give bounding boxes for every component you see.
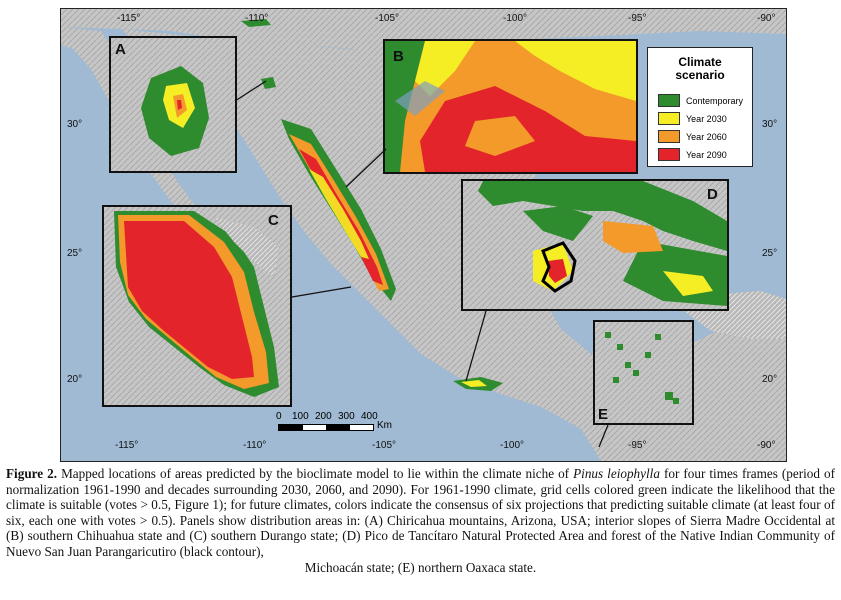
inset-a [109,36,237,173]
lon-tick-top: -110° [245,13,269,24]
legend-item-2030 [658,112,727,125]
scale-tick-label: 400 [361,411,378,422]
inset-d-label: D [707,186,718,203]
scale-tick-label: 100 [292,411,309,422]
lon-tick-bottom: -110° [243,440,267,451]
legend-swatch [658,130,680,143]
legend-swatch [658,112,680,125]
inset-c-label: C [268,212,279,229]
lat-tick-right: 25° [762,248,778,259]
legend-label: Contemporary [686,95,744,106]
figure-label: Figure 2. [6,466,58,481]
legend-title [648,56,752,82]
lon-tick-bottom: -95° [628,440,647,451]
legend-item-2060 [658,130,727,143]
scale-bar [275,411,395,435]
caption-text: Mapped locations of areas predicted by the bioclimate model to lie within the climate niche of [57,466,574,481]
lat-tick-right: 20° [762,374,778,385]
inset-b [383,39,638,174]
caption-last-line: Michoacán state; (E) northern Oaxaca state. [304,559,537,575]
scale-tick-label: 300 [338,411,355,422]
lon-tick-top: -115° [117,13,141,24]
legend-item-contemporary [658,94,743,107]
legend-label: Year 2030 [686,113,727,124]
legend-swatch [658,94,680,107]
legend-item-2090 [658,148,727,161]
species-name: Pinus leiophylla [573,466,660,481]
lat-tick-right: 30° [762,119,778,130]
legend [647,47,753,167]
inset-b-map [385,41,636,172]
inset-a-map [111,38,235,171]
caption-text: for four times frames (period of normalization 1961-1990 and decades surrounding 2030, 2060, and 2090). For 1961-1990 climate, grid cells colored green indicate the likelihood that the climate is suitable (votes > 0.5, Figure 1); for future climates, colors indicate the consensus of six projections that predicting suitable climate (at least four of six, each one with votes > 0.5). Panels show distribution areas in: (A) Chiricahua mountains, Arizona, USA; interior slopes of Sierra Madre Occidental at (B) southern Chihuahua state and (C) southern Durango state; (D) Pico de Tancítaro Natural Protected Area and forest of the Native Indian Community of Nuevo San Juan Parangaricutiro (black contour), [6,466,835,559]
lon-tick-bottom: -100° [500,440,525,451]
legend-swatch [658,148,680,161]
lon-tick-top: -100° [503,13,528,24]
scale-bar-segments [278,424,374,431]
scale-tick-label: 0 [276,411,282,422]
scale-tick-label: 200 [315,411,332,422]
inset-c [102,205,292,407]
lon-tick-bottom: -115° [115,440,139,451]
lon-tick-top: -95° [628,13,647,24]
inset-e-label: E [598,406,609,423]
lon-tick-top: -105° [375,13,400,24]
lat-tick-left: 20° [67,374,83,385]
inset-d [461,179,729,311]
legend-title-line2: scenario [675,68,725,82]
inset-e-map [595,322,692,423]
inset-d-map [463,181,727,309]
lon-tick-bottom: -105° [372,440,397,451]
scale-unit: Km [377,420,392,431]
lat-tick-left: 25° [67,248,83,259]
lon-tick-top: -90° [757,13,776,24]
inset-c-map [104,207,290,405]
inset-a-label: A [115,41,126,58]
lat-tick-left: 30° [67,119,83,130]
legend-title-line1: Climate [678,55,722,69]
inset-e [593,320,694,425]
inset-b-label: B [393,48,404,65]
legend-label: Year 2060 [686,131,727,142]
legend-label: Year 2090 [686,149,727,160]
figure-caption [6,466,835,575]
lon-tick-bottom: -90° [757,440,776,451]
